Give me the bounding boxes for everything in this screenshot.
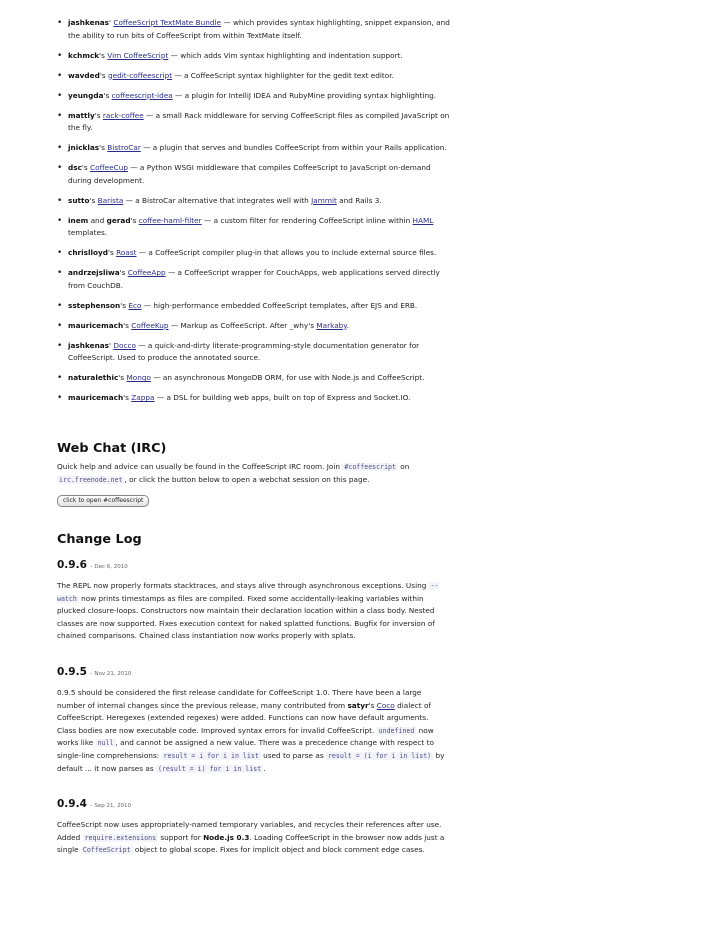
project-description: — a CoffeeScript wrapper for CouchApps, web applications served directly from CouchDB. xyxy=(68,268,440,290)
list-item xyxy=(57,70,452,83)
text: 's xyxy=(130,215,139,225)
text: 's xyxy=(118,373,127,383)
text: templates. xyxy=(68,228,108,238)
bullet-icon: • xyxy=(57,340,63,351)
project-description: — which adds Vim syntax highlighting and indentation support. xyxy=(168,50,403,60)
bullet-icon: • xyxy=(57,373,63,384)
project-link[interactable]: Eco xyxy=(128,300,142,310)
project-link[interactable]: Roast xyxy=(116,248,137,258)
text: and xyxy=(88,215,107,225)
list-item xyxy=(57,372,452,385)
list-item xyxy=(57,320,452,333)
bullet-icon: • xyxy=(57,215,63,226)
text: and Rails 3. xyxy=(336,195,382,205)
author-name: inem xyxy=(68,215,89,225)
version-date: – Dec 6, 2010 xyxy=(89,564,128,570)
author-name: jnicklas xyxy=(68,143,100,153)
author-name: jashkenas xyxy=(68,340,110,350)
author-name: sstephenson xyxy=(68,300,121,310)
list-item xyxy=(57,215,452,240)
bullet-icon: • xyxy=(57,110,63,121)
list-item xyxy=(57,110,452,135)
author-name: wavded xyxy=(68,70,100,80)
secondary-link[interactable]: HAML xyxy=(412,215,434,225)
text: 's xyxy=(120,300,129,310)
text: ' xyxy=(109,18,114,27)
project-link[interactable]: coffeescript-idea xyxy=(111,90,173,100)
version-date: – Sep 21, 2010 xyxy=(89,803,132,809)
author-name: chrislloyd xyxy=(68,248,108,258)
project-description: — a BistroCar alternative that integrates well with xyxy=(123,195,312,205)
text: 's xyxy=(119,268,128,278)
project-description: — a plugin for IntelliJ IDEA and RubyMine providing syntax highlighting. xyxy=(172,90,437,100)
code: CoffeeScript xyxy=(82,846,131,855)
editor-plugin-list xyxy=(57,17,452,412)
text: , or click the button below to open a webchat session on this page. xyxy=(124,474,370,484)
text: used to parse as xyxy=(260,750,326,760)
text: 's xyxy=(107,248,117,258)
code: require.extensions xyxy=(84,833,157,842)
text: The REPL now properly formats stacktraces, and stays alive through asynchronous exceptions. Using xyxy=(57,581,429,590)
version-number: 0.9.6 xyxy=(57,559,87,571)
project-link[interactable]: Zappa xyxy=(131,393,155,403)
version-heading-095 xyxy=(57,665,131,681)
author-name: andrzejsliwa xyxy=(68,268,120,278)
project-link[interactable]: BistroCar xyxy=(107,143,141,153)
text: 's xyxy=(123,320,132,330)
project-description: — a custom filter for rendering CoffeeScript inline within xyxy=(201,215,413,225)
text: . xyxy=(263,763,266,773)
project-description: — a DSL for building web apps, built on top of Express and Socket.IO. xyxy=(154,393,411,403)
project-link[interactable]: CoffeeCup xyxy=(90,163,128,173)
project-description: — a plugin that serves and bundles CoffeeScript from within your Rails application. xyxy=(140,143,447,153)
text: ' xyxy=(109,340,114,350)
author-name: kchmck xyxy=(68,50,100,60)
text: 's xyxy=(94,110,103,120)
coco-link[interactable]: Coco xyxy=(376,700,395,710)
changelog-095-text xyxy=(57,687,449,775)
version-number: 0.9.4 xyxy=(57,798,87,810)
list-item xyxy=(57,247,452,260)
webchat-text xyxy=(57,461,449,486)
project-description: — a CoffeeScript compiler plug-in that allows you to include external source files. xyxy=(136,248,437,258)
text: 's xyxy=(99,143,108,153)
project-description: — a Python WSGI middleware that compiles CoffeeScript to JavaScript on-demand during development. xyxy=(68,163,431,185)
code: (result = i) for i in list xyxy=(157,764,262,773)
irc-server-code: irc.freenode.net xyxy=(59,475,123,484)
text: 's xyxy=(81,163,91,173)
project-link[interactable]: coffee-haml-filter xyxy=(138,215,202,225)
project-link[interactable]: CoffeeScript TextMate Bundle xyxy=(113,18,222,27)
author-name: yeungda xyxy=(68,90,104,100)
bullet-icon: • xyxy=(57,300,63,311)
text: Quick help and advice can usually be found in the CoffeeScript IRC room. Join xyxy=(57,462,343,471)
bullet-icon: • xyxy=(57,163,63,174)
project-description: — which provides syntax highlighting, snippet expansion, and the ability to run bits of CoffeeScript from within TextMate itself. xyxy=(68,18,450,40)
author-name: gerad xyxy=(106,215,131,225)
project-description: — a quick-and-dirty literate-programming-style documentation generator for CoffeeScript. Used to produce the annotated source. xyxy=(68,340,420,363)
project-description: — an asynchronous MongoDB ORM, for use with Node.js and CoffeeScript. xyxy=(150,373,425,383)
author-name: sutto xyxy=(68,195,90,205)
author-name: mattly xyxy=(68,110,95,120)
version-heading-094 xyxy=(57,797,131,813)
author-name: mauricemach xyxy=(68,393,124,403)
text: dialect of CoffeeScript. Heregexes (extended regexes) were added. Functions can now have default arguments. Class bodies are now executable code. Improved syntax errors for invalid CoffeeScript. xyxy=(57,700,431,735)
list-item xyxy=(57,162,452,187)
project-description: — high-performance embedded CoffeeScript templates, after EJS and ERB. xyxy=(141,300,418,310)
changelog-094-text xyxy=(57,819,449,857)
project-link[interactable]: Vim CoffeeScript xyxy=(107,50,169,60)
bullet-icon: • xyxy=(57,248,63,259)
secondary-link[interactable]: Jammit xyxy=(311,195,337,205)
open-webchat-button[interactable]: click to open #coffeescript xyxy=(57,495,149,507)
author-name: naturalethic xyxy=(68,373,119,383)
code: result = i for i in list xyxy=(163,751,259,760)
list-item xyxy=(57,392,452,405)
code: null xyxy=(97,739,114,748)
project-description: — Markup as CoffeeScript. After _why's xyxy=(168,320,317,330)
bullet-icon: • xyxy=(57,268,63,279)
version-number: 0.9.5 xyxy=(57,666,87,678)
list-item xyxy=(57,195,452,208)
text: 's xyxy=(103,90,112,100)
project-link[interactable]: Barista xyxy=(97,195,124,205)
text: 's xyxy=(368,700,377,710)
project-link[interactable]: gedit-coffeescript xyxy=(107,70,173,80)
project-link[interactable]: Docco xyxy=(113,340,136,350)
code: undefined xyxy=(378,726,415,735)
author-name: mauricemach xyxy=(68,320,124,330)
text: on xyxy=(397,462,410,471)
text: , and cannot be assigned a new value. There was a precedence change with respect to single-line comprehensions: xyxy=(57,738,434,760)
changelog-heading: Change Log xyxy=(57,532,142,547)
list-item xyxy=(57,90,452,103)
author-name: dsc xyxy=(68,163,82,173)
project-description: — a small Rack middleware for serving CoffeeScript files as compiled JavaScript on the fly. xyxy=(68,110,450,133)
bullet-icon: • xyxy=(57,70,63,81)
project-link[interactable]: rack-coffee xyxy=(102,110,144,120)
version-heading-096 xyxy=(57,558,128,574)
node-version: Node.js 0.3 xyxy=(203,832,250,842)
bullet-icon: • xyxy=(57,18,63,28)
text: CoffeeScript now uses appropriately-named temporary variables, and recycles their references after use. Added xyxy=(57,820,442,842)
text: 's xyxy=(99,50,108,60)
project-link[interactable]: Mongo xyxy=(126,373,151,383)
text: now works like xyxy=(57,725,434,748)
text: 's xyxy=(123,393,132,403)
webchat-heading: Web Chat (IRC) xyxy=(57,441,167,456)
contributor-name: satyr xyxy=(347,700,369,710)
code: result = (i for i in list) xyxy=(327,751,432,760)
bullet-icon: • xyxy=(57,143,63,154)
text: 's xyxy=(89,195,98,205)
bullet-icon: • xyxy=(57,320,63,331)
text: 's xyxy=(99,70,108,80)
project-description: — a CoffeeScript syntax highlighter for the gedit text editor. xyxy=(172,70,394,80)
code: --watch xyxy=(57,582,439,603)
bullet-icon: • xyxy=(57,90,63,101)
list-item xyxy=(57,142,452,155)
list-item xyxy=(57,300,452,313)
text: support for xyxy=(158,832,204,842)
project-link[interactable]: CoffeeApp xyxy=(127,268,166,278)
text: . xyxy=(346,320,349,330)
bullet-icon: • xyxy=(57,50,63,61)
list-item xyxy=(57,17,452,42)
author-name: jashkenas xyxy=(68,18,110,27)
list-item xyxy=(57,340,452,365)
text: by default ... it now parses as xyxy=(57,750,445,773)
bullet-icon: • xyxy=(57,393,63,404)
text: . Loading CoffeeScript in the browser now adds just a single xyxy=(57,832,445,855)
secondary-link[interactable]: Markaby xyxy=(316,320,347,330)
list-item xyxy=(57,50,452,63)
changelog-096-text xyxy=(57,580,449,643)
text: 0.9.5 should be considered the first release candidate for CoffeeScript 1.0. There have been a large number of internal changes since the previous release, many contributed from xyxy=(57,688,422,710)
bullet-icon: • xyxy=(57,195,63,206)
irc-room-code: #coffeescript xyxy=(344,463,396,471)
version-date: – Nov 21, 2010 xyxy=(89,671,132,677)
list-item xyxy=(57,267,452,292)
text: object to global scope. Fixes for implicit object and block comment edge cases. xyxy=(132,845,425,855)
project-link[interactable]: CoffeeKup xyxy=(131,320,169,330)
text: now prints timestamps as files are compiled. Fixed some accidentally-leaking variables within plucked closure-loops. Constructors now maintain their declaration location within a class body. Nested classes are now supported. Fixes execution context for naked splatted functions. Bugfix for inversion of chained comparisons. Chained class instantiation now works properly with splats. xyxy=(57,593,435,641)
